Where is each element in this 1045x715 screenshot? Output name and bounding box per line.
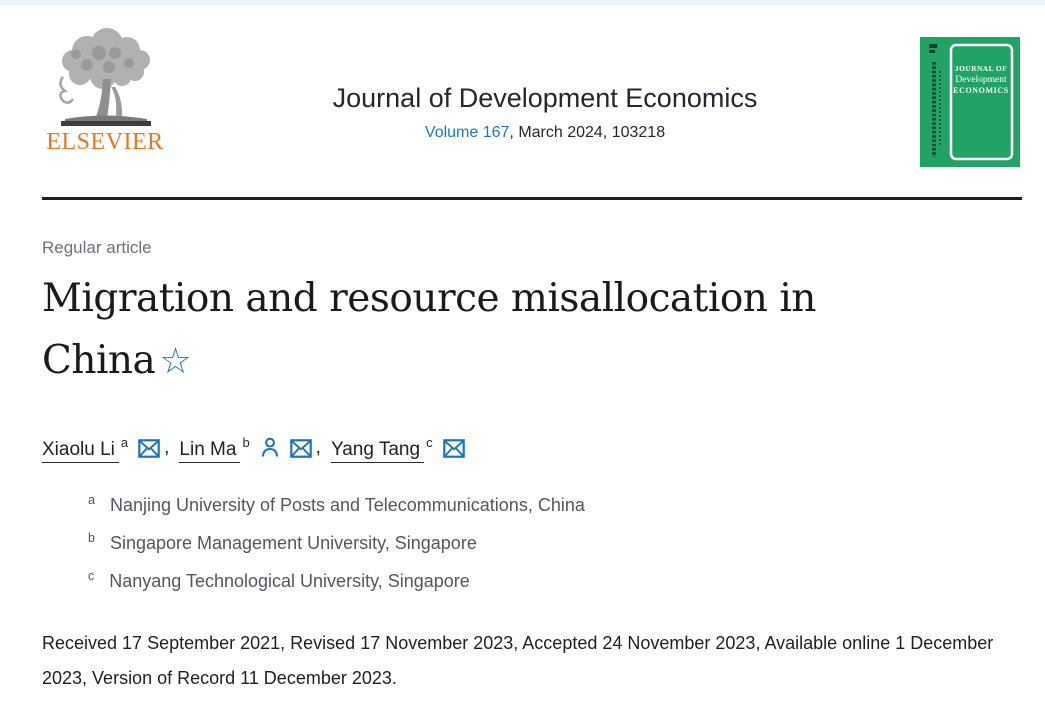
cover-title-line3: ECONOMICS bbox=[953, 86, 1009, 95]
journal-title-link[interactable]: Journal of Development Economics bbox=[332, 83, 758, 113]
journal-header bbox=[0, 5, 1045, 167]
header-divider bbox=[42, 197, 1022, 200]
elsevier-tree-icon bbox=[40, 27, 170, 127]
cover-title-line1: JOURNAL OF bbox=[954, 64, 1008, 73]
article-type-label: Regular article bbox=[42, 238, 152, 257]
author bbox=[42, 435, 160, 460]
affiliation-sup: a bbox=[88, 492, 95, 507]
affiliation-list bbox=[42, 493, 1003, 592]
article-dates: Received 17 September 2021, Revised 17 November 2023, Accepted 24 November 2023, Available online 1 December 2023, Version of Record 11 December 2023. bbox=[42, 632, 994, 688]
volume-line bbox=[170, 124, 920, 142]
author-name-link[interactable]: Lin Ma bbox=[179, 439, 240, 463]
journal-cover-thumbnail[interactable] bbox=[920, 37, 1020, 167]
affiliation-row bbox=[88, 531, 1003, 554]
affiliation-sup: b bbox=[88, 530, 95, 545]
title-star-icon[interactable]: ☆ bbox=[159, 340, 192, 382]
article-title bbox=[42, 268, 942, 391]
author-list bbox=[42, 435, 1003, 460]
author-sup: a bbox=[120, 435, 129, 451]
affiliation-text: Nanyang Technological University, Singapore bbox=[109, 570, 470, 591]
elsevier-wordmark: ELSEVIER bbox=[46, 129, 164, 155]
volume-link[interactable]: Volume 167 bbox=[424, 124, 510, 141]
author-sup: b bbox=[242, 435, 250, 451]
author-sup: c bbox=[426, 435, 433, 451]
author bbox=[331, 435, 465, 460]
author bbox=[179, 435, 311, 460]
journal-title-block bbox=[170, 27, 920, 142]
envelope-icon[interactable] bbox=[443, 439, 465, 458]
elsevier-logo[interactable] bbox=[40, 27, 170, 156]
issue-info: , March 2024, 103218 bbox=[509, 124, 666, 141]
affiliation-row bbox=[88, 493, 1003, 516]
cover-title-line2: Development bbox=[955, 75, 1007, 85]
author-name-link[interactable]: Xiaolu Li bbox=[42, 439, 119, 463]
envelope-icon[interactable] bbox=[138, 439, 160, 458]
author-separator: , bbox=[164, 436, 170, 458]
affiliation-text: Nanjing University of Posts and Telecommunications, China bbox=[109, 494, 585, 515]
person-icon[interactable] bbox=[260, 437, 280, 458]
affiliation-sup: c bbox=[88, 568, 95, 583]
affiliation-row bbox=[88, 569, 1003, 592]
author-separator: , bbox=[315, 436, 321, 458]
affiliation-text: Singapore Management University, Singapore bbox=[109, 532, 477, 553]
envelope-icon[interactable] bbox=[290, 439, 312, 458]
article-main bbox=[0, 238, 1045, 696]
article-title-text: Migration and resource misallocation in China bbox=[42, 276, 816, 383]
author-name-link[interactable]: Yang Tang bbox=[331, 439, 424, 463]
